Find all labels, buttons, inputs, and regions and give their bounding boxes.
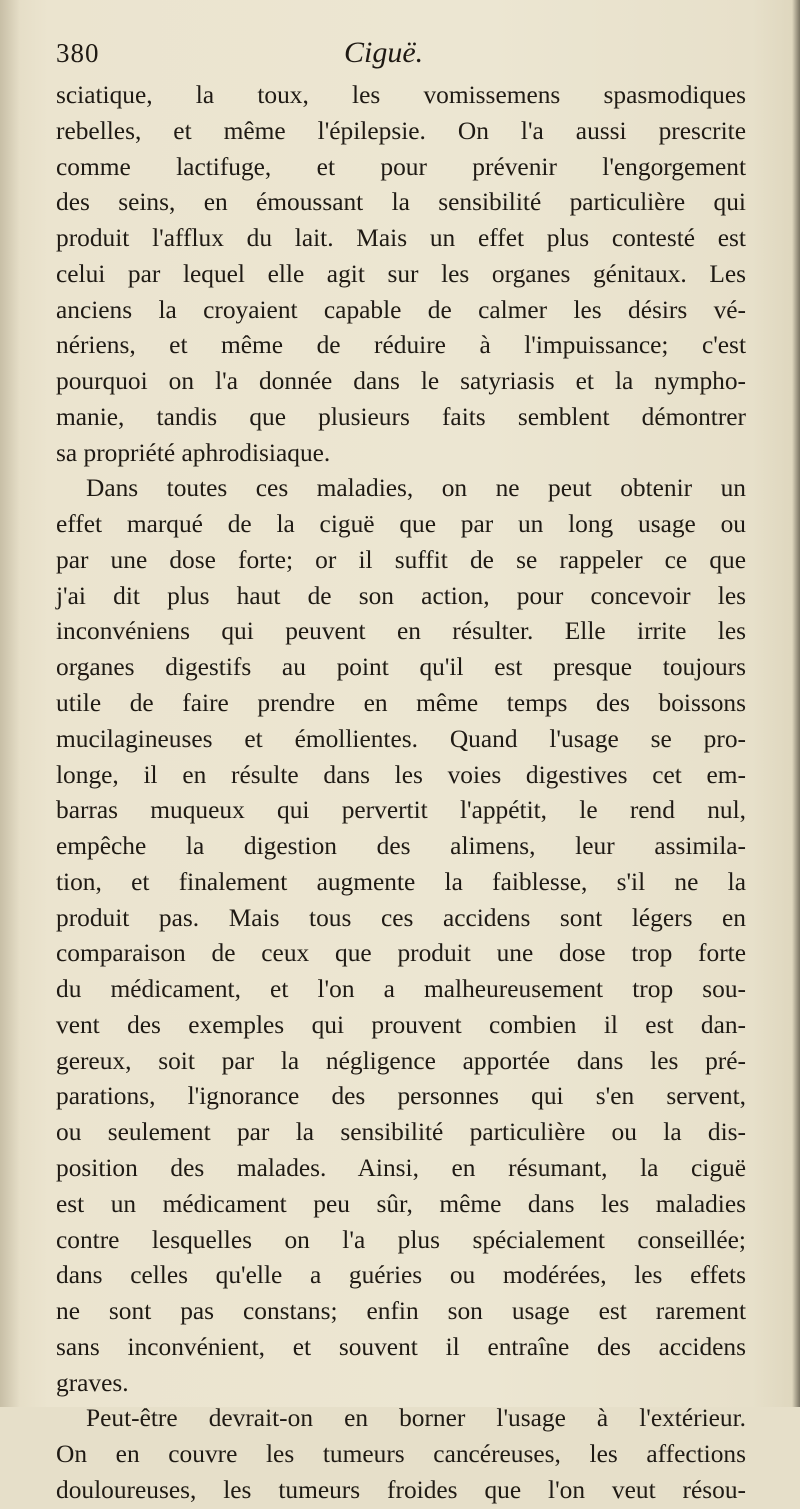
text-line: manie, tandis que plusieurs faits semblent démontrer bbox=[56, 402, 746, 431]
body-text bbox=[56, 78, 746, 1509]
text-line: comme lactifuge, et pour prévenir l'engorgement bbox=[56, 152, 746, 181]
text-line: On en couvre les tumeurs cancéreuses, les affections bbox=[56, 1440, 746, 1469]
text-line: contre lesquelles on l'a plus spécialement conseillée; bbox=[56, 1225, 746, 1254]
text-line: mucilagineuses et émollientes. Quand l'usage se pro- bbox=[56, 724, 746, 753]
text-line: position des malades. Ainsi, en résumant, la ciguë bbox=[56, 1153, 746, 1182]
text-line: produit pas. Mais tous ces accidens sont légers en bbox=[56, 903, 746, 932]
text-line: inconvéniens qui peuvent en résulter. Elle irrite les bbox=[56, 617, 746, 646]
text-line: barras muqueux qui pervertit l'appétit, le rend nul, bbox=[56, 796, 746, 825]
text-line: par une dose forte; or il suffit de se rappeler ce que bbox=[56, 545, 746, 574]
text-line: pourquoi on l'a donnée dans le satyriasis et la nympho- bbox=[56, 367, 746, 396]
text-line: Peut-être devrait-on en borner l'usage à l'extérieur. bbox=[86, 1404, 746, 1433]
page-edge bbox=[792, 0, 800, 1407]
running-title: Ciguë. bbox=[344, 36, 424, 69]
text-line: gereux, soit par la négligence apportée dans les pré- bbox=[56, 1046, 746, 1075]
text-line: nériens, et même de réduire à l'impuissance; c'est bbox=[56, 331, 746, 360]
text-line: graves. bbox=[56, 1368, 129, 1397]
text-line: organes digestifs au point qu'il est presque toujours bbox=[56, 653, 746, 682]
text-line: celui par lequel elle agit sur les organes génitaux. Les bbox=[56, 259, 746, 288]
text-line: douloureuses, les tumeurs froides que l'on veut résou- bbox=[56, 1475, 746, 1504]
text-line: j'ai dit plus haut de son action, pour concevoir les bbox=[56, 581, 746, 610]
text-line: sa propriété aphrodisiaque. bbox=[56, 438, 331, 467]
text-line: comparaison de ceux que produit une dose trop forte bbox=[56, 939, 746, 968]
text-line: ne sont pas constans; enfin son usage est rarement bbox=[56, 1297, 746, 1326]
text-line: produit l'afflux du lait. Mais un effet plus contesté est bbox=[56, 224, 746, 253]
text-line: empêche la digestion des alimens, leur assimila- bbox=[56, 832, 746, 861]
text-line: vent des exemples qui prouvent combien il est dan- bbox=[56, 1010, 746, 1039]
text-line: des seins, en émoussant la sensibilité particulière qui bbox=[56, 188, 746, 217]
text-line: parations, l'ignorance des personnes qui s'en servent, bbox=[56, 1082, 746, 1111]
gutter-shadow bbox=[0, 0, 20, 1407]
text-line: tion, et finalement augmente la faiblesse, s'il ne la bbox=[56, 867, 746, 896]
page-header bbox=[56, 30, 746, 74]
text-line: ou seulement par la sensibilité particulière ou la dis- bbox=[56, 1118, 746, 1147]
text-line: sciatique, la toux, les vomissemens spasmodiques bbox=[56, 81, 746, 109]
text-line: du médicament, et l'on a malheureusement trop sou- bbox=[56, 975, 746, 1004]
text-line: est un médicament peu sûr, même dans les maladies bbox=[56, 1189, 746, 1218]
text-line: sans inconvénient, et souvent il entraîne des accidens bbox=[56, 1332, 746, 1361]
text-line: longe, il en résulte dans les voies digestives cet em- bbox=[56, 760, 746, 789]
text-line: rebelles, et même l'épilepsie. On l'a aussi prescrite bbox=[56, 116, 746, 145]
text-line: Dans toutes ces maladies, on ne peut obtenir un bbox=[86, 474, 746, 503]
text-line: effet marqué de la ciguë que par un long usage ou bbox=[56, 510, 746, 539]
text-line: utile de faire prendre en même temps des boissons bbox=[56, 689, 746, 718]
text-line: dans celles qu'elle a guéries ou modérées, les effets bbox=[56, 1261, 746, 1290]
text-line: anciens la croyaient capable de calmer les désirs vé- bbox=[56, 295, 746, 324]
page-number: 380 bbox=[56, 38, 100, 68]
